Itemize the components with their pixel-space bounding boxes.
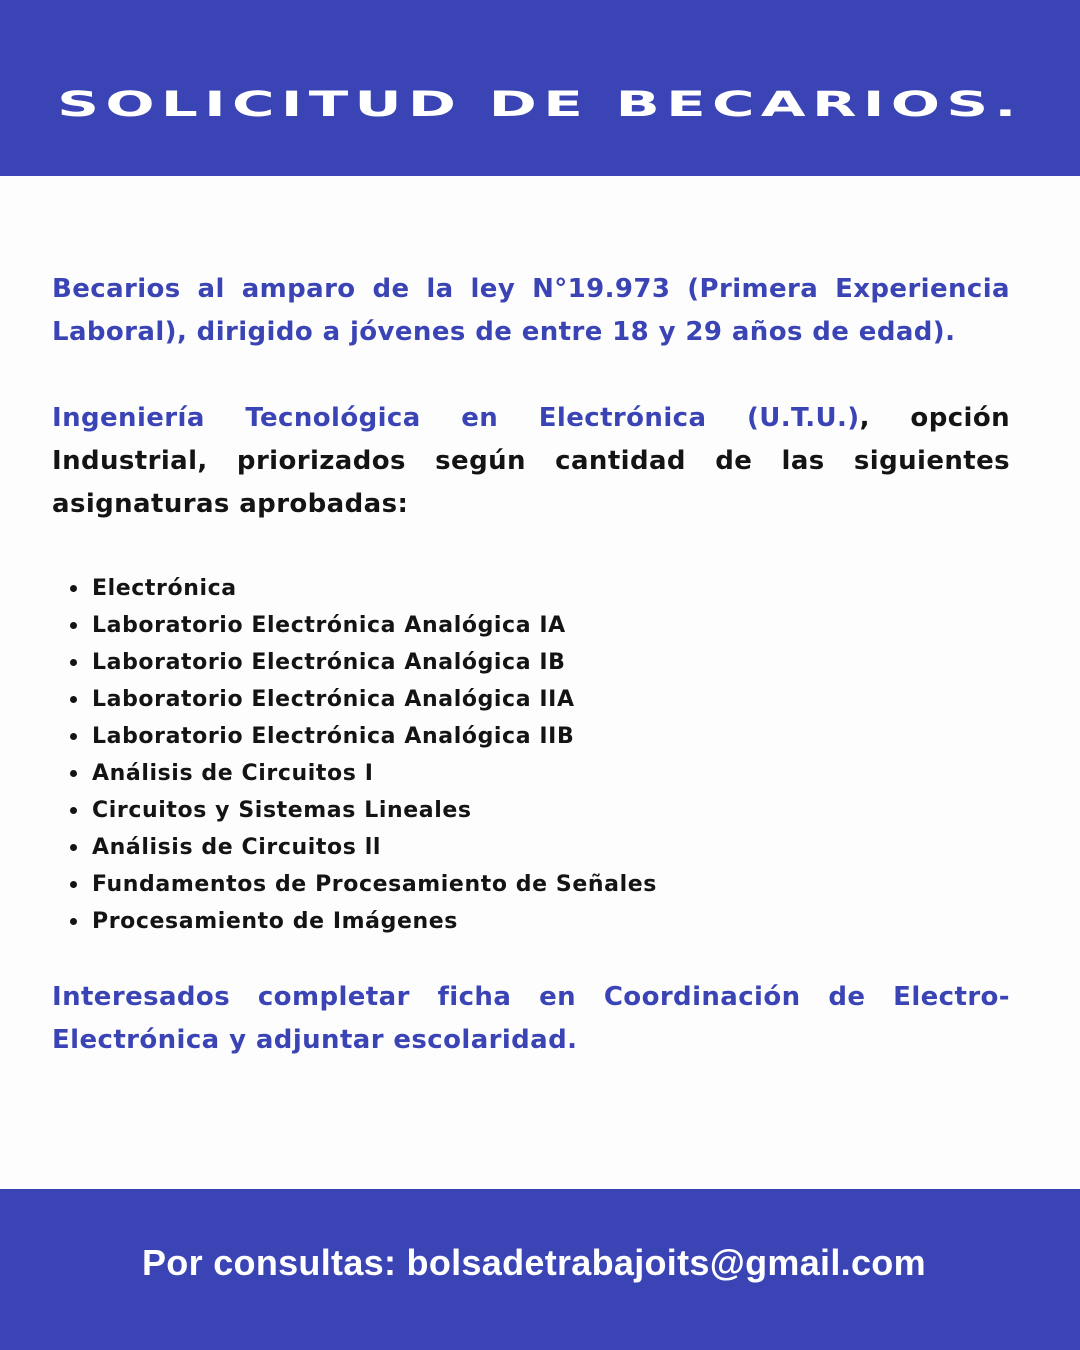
bullet-icon — [70, 622, 77, 629]
subject-label: Fundamentos de Procesamiento de Señales — [92, 872, 657, 897]
list-item — [92, 866, 992, 903]
bullet-icon — [70, 881, 77, 888]
career-paragraph — [52, 397, 1010, 526]
subject-label: Laboratorio Electrónica Analógica IA — [92, 613, 566, 638]
subject-label: Laboratorio Electrónica Analógica IB — [92, 650, 566, 675]
list-item — [92, 607, 992, 644]
bullet-icon — [70, 659, 77, 666]
header-banner — [0, 0, 1080, 176]
page-title: SOLICITUD DE BECARIOS. — [57, 83, 1023, 125]
career-description: , opción Industrial, priorizados según cantidad de las siguientes asignaturas aprobadas: — [52, 403, 1010, 519]
contact-text: Por consultas: bolsadetrabajoits@gmail.com — [142, 1242, 926, 1283]
subject-label: Análisis de Circuitos I — [92, 761, 374, 786]
bullet-icon — [70, 807, 77, 814]
list-item — [92, 718, 992, 755]
intro-paragraph: Becarios al amparo de la ley N°19.973 (Primera Experiencia Laboral), dirigido a jóvenes de entre 18 y 29 años de edad). — [52, 274, 1010, 347]
instructions-paragraph: Interesados completar ficha en Coordinación de Electro-Electrónica y adjuntar escolaridad. — [52, 982, 1010, 1055]
bullet-icon — [70, 696, 77, 703]
bullet-icon — [70, 918, 77, 925]
bullet-icon — [70, 733, 77, 740]
list-item — [92, 755, 992, 792]
bullet-icon — [70, 585, 77, 592]
subject-label: Electrónica — [92, 576, 237, 601]
list-item — [92, 644, 992, 681]
subject-label: Análisis de Circuitos ll — [92, 835, 381, 860]
subject-label: Laboratorio Electrónica Analógica IIB — [92, 724, 575, 749]
list-item — [92, 903, 992, 940]
bullet-icon — [70, 844, 77, 851]
list-item — [92, 681, 992, 718]
list-item — [92, 792, 992, 829]
list-item — [92, 829, 992, 866]
bullet-icon — [70, 770, 77, 777]
subject-list — [92, 570, 992, 940]
career-name: Ingeniería Tecnológica en Electrónica (U.T.U.) — [52, 403, 860, 433]
subject-label: Procesamiento de Imágenes — [92, 909, 458, 934]
subject-label: Circuitos y Sistemas Lineales — [92, 798, 472, 823]
list-item — [92, 570, 992, 607]
subject-label: Laboratorio Electrónica Analógica IIA — [92, 687, 575, 712]
